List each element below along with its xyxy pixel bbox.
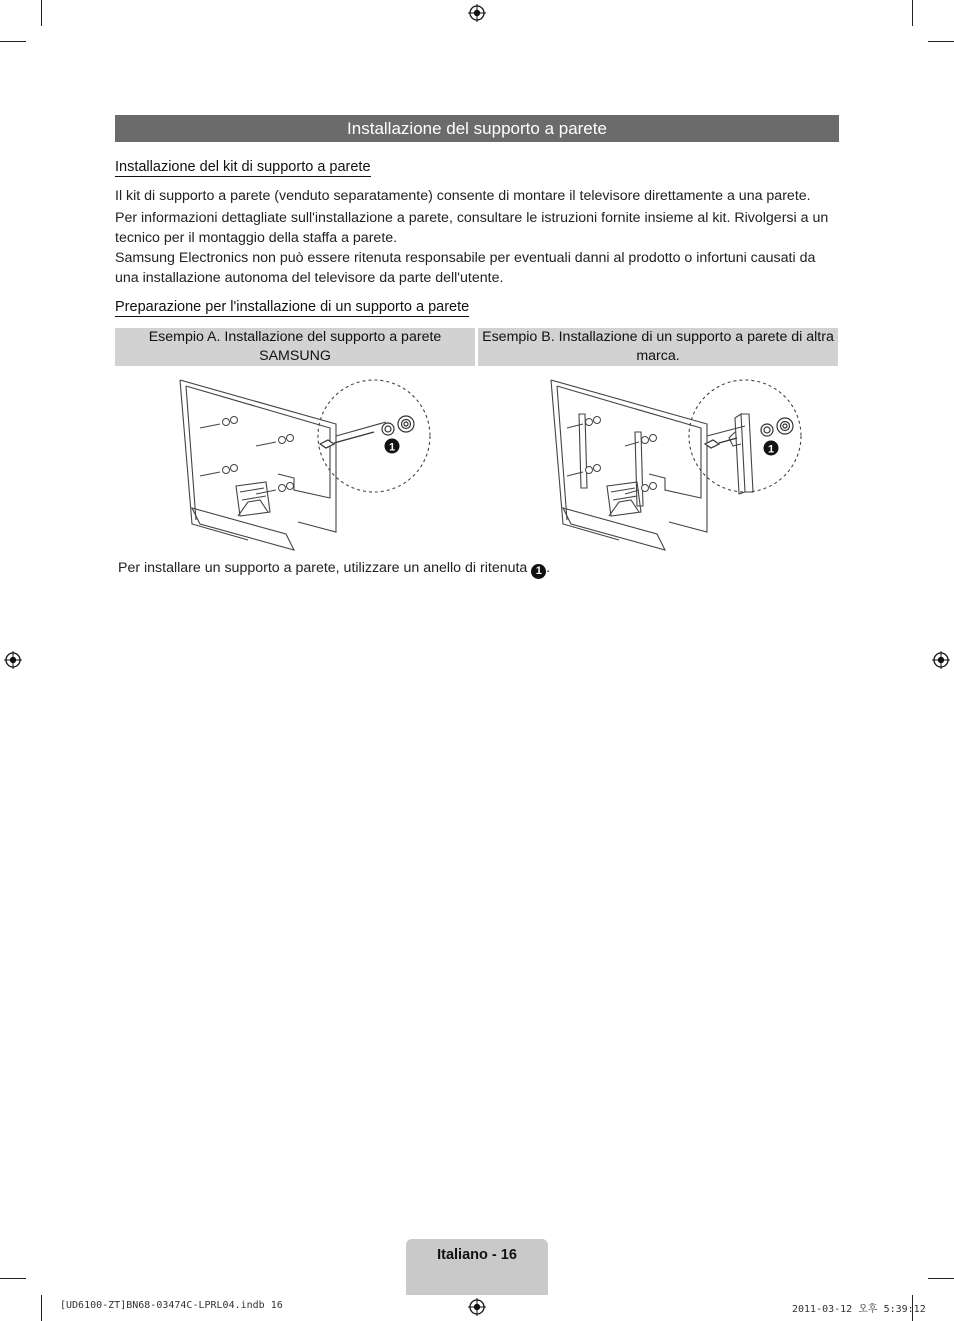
registration-mark-icon	[932, 651, 950, 669]
example-b-header	[478, 328, 838, 366]
registration-mark-icon	[468, 1298, 486, 1316]
kit-heading: Installazione del kit di supporto a parete	[115, 159, 371, 175]
file-slug: [UD6100-ZT]BN68-03474C-LPRL04.indb 16	[60, 1300, 283, 1311]
section-title: Installazione del supporto a parete	[115, 115, 839, 142]
page-number-tab: Italiano - 16	[406, 1239, 548, 1295]
kit-body	[115, 186, 839, 288]
callout-number: 1	[388, 441, 396, 454]
example-a-header	[115, 328, 475, 366]
figure-example-a	[178, 374, 438, 554]
crop-mark	[41, 1295, 42, 1321]
example-b-label: Esempio B. Installazione di un supporto a parete di altra marca.	[482, 329, 834, 364]
crop-mark	[928, 41, 954, 42]
kit-paragraph: Il kit di supporto a parete (venduto separatamente) consente di montare il televisore direttamente a una parete.	[115, 188, 811, 204]
print-timestamp: 2011-03-12 오후 5:39:12	[792, 1304, 926, 1315]
caption-end: .	[546, 560, 551, 576]
kit-paragraph: Per informazioni dettagliate sull'installazione a parete, consultare le istruzioni fornite insieme al kit. Rivolgersi a un tecnico per il montaggio della staffa a parete.	[115, 210, 829, 246]
caption-text: Per installare un supporto a parete, utilizzare un anello di ritenuta	[118, 560, 528, 576]
crop-mark	[0, 41, 26, 42]
callout-1-badge: 1	[531, 564, 546, 579]
example-a-label: Esempio A. Installazione del supporto a parete SAMSUNG	[148, 329, 442, 364]
crop-mark	[928, 1278, 954, 1279]
crop-mark	[41, 0, 42, 26]
registration-mark-icon	[468, 4, 486, 22]
crop-mark	[0, 1278, 26, 1279]
registration-mark-icon	[4, 651, 22, 669]
figure-example-b	[549, 374, 809, 554]
prep-heading: Preparazione per l'installazione di un supporto a parete	[115, 299, 470, 315]
figure-caption	[118, 560, 550, 579]
callout-number: 1	[767, 443, 775, 456]
kit-paragraph: Samsung Electronics non può essere ritenuta responsabile per eventuali danni al prodotto o infortuni causati da una installazione autonoma del televisore da parte dell'utente.	[115, 250, 816, 286]
crop-mark	[912, 0, 913, 26]
